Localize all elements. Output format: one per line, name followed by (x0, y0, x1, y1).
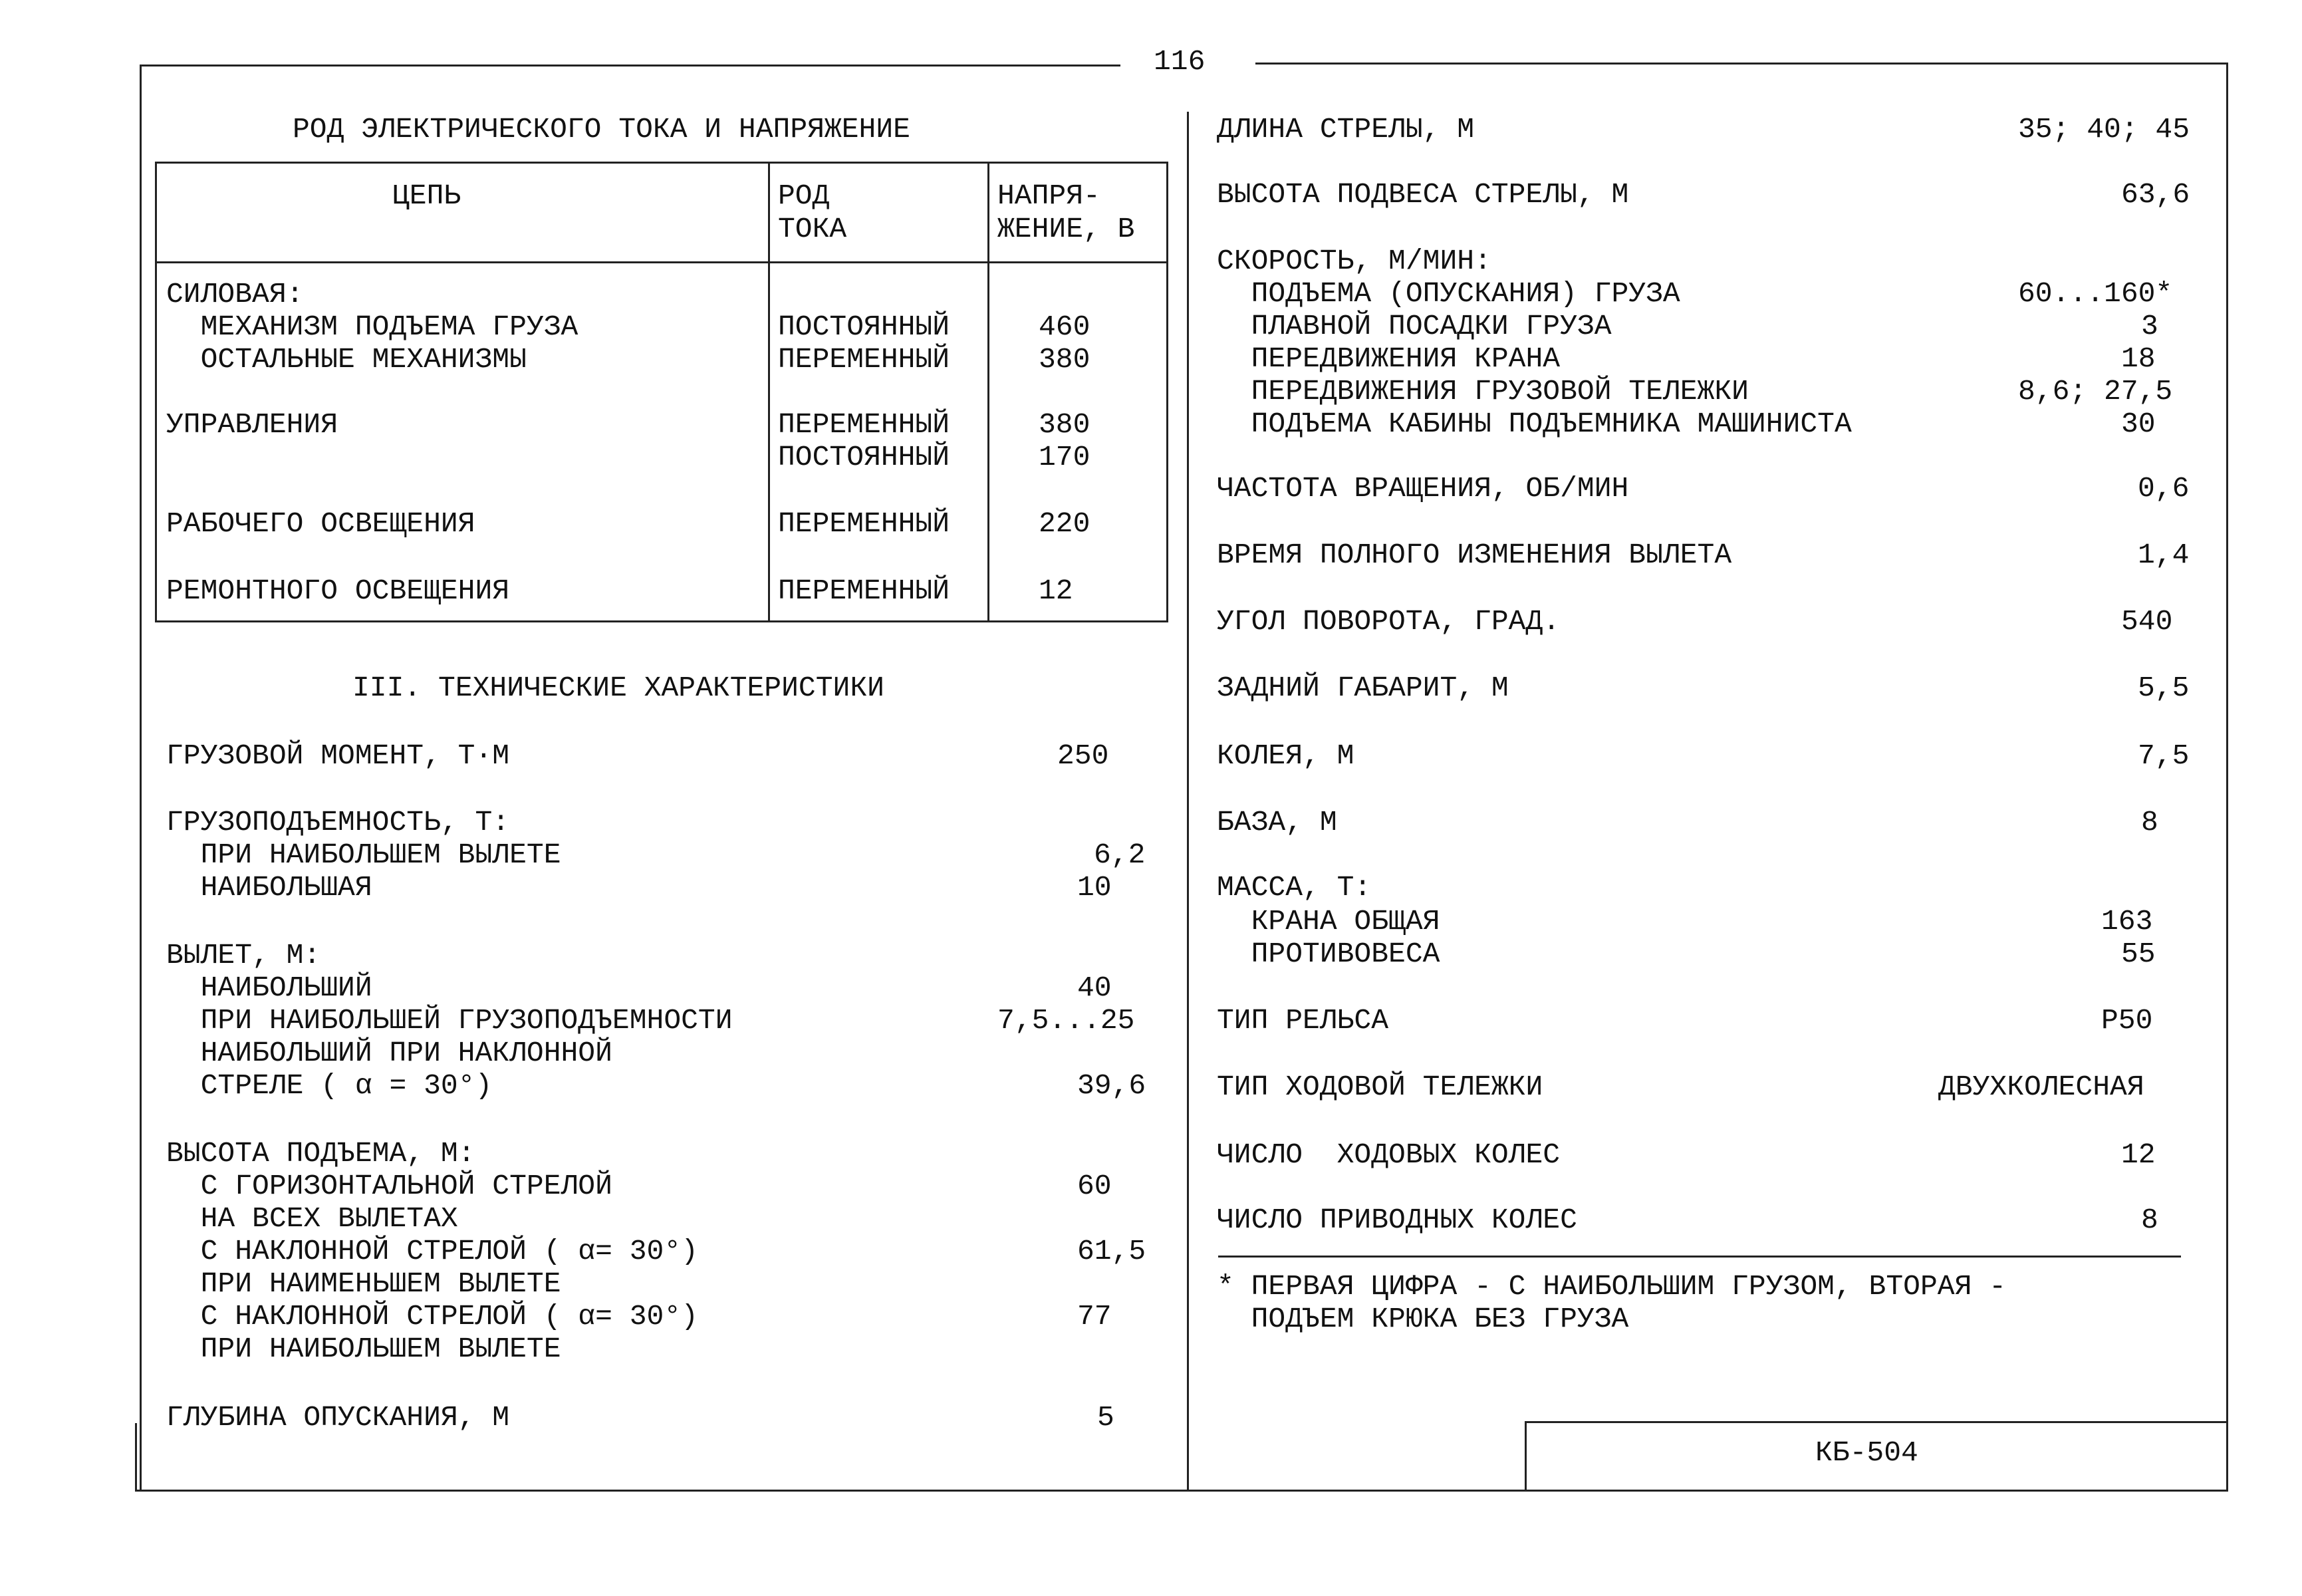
spec-label: ЧИСЛО ХОДОВЫХ КОЛЕС (1217, 1138, 1561, 1171)
footnote-divider (1218, 1256, 2181, 1258)
spec-value: 8,6; 27,5 (2018, 375, 2173, 408)
table-row-circuit: МЕХАНИЗМ ПОДЪЕМА ГРУЗА (166, 311, 578, 343)
spec-value: 18 (2121, 342, 2156, 375)
spec-label: ПОДЪЕМА (ОПУСКАНИЯ) ГРУЗА (1217, 277, 1680, 310)
table-row-voltage: 170 (1039, 441, 1090, 473)
spec-label: ВЫСОТА ПОДВЕСА СТРЕЛЫ, М (1217, 178, 1629, 211)
spec-label: УГОЛ ПОВОРОТА, ГРАД. (1217, 605, 1561, 638)
spec-value: 1,4 (2138, 539, 2190, 571)
header-kind-1: РОД (778, 180, 830, 212)
spec-label: ПРИ НАИБОЛЬШЕЙ ГРУЗОПОДЪЕМНОСТИ (166, 1004, 733, 1037)
spec-label: ПРОТИВОВЕСА (1217, 938, 1440, 970)
table-row-circuit: УПРАВЛЕНИЯ (166, 408, 338, 441)
spec-value: 250 (1057, 739, 1109, 772)
spec-value: 6,2 (1094, 839, 1146, 871)
header-voltage-2: ЖЕНИЕ, В (997, 213, 1135, 245)
table-top (155, 162, 1168, 164)
tech-section-title: III. ТЕХНИЧЕСКИЕ ХАРАКТЕРИСТИКИ (352, 672, 884, 704)
table-row-voltage: 380 (1039, 343, 1090, 376)
spec-label: ТИП РЕЛЬСА (1217, 1004, 1389, 1037)
stamp-left (1525, 1421, 1527, 1491)
spec-value: 0,6 (2138, 472, 2190, 505)
header-voltage-1: НАПРЯ- (997, 180, 1100, 212)
stamp-top (1525, 1421, 2228, 1423)
spec-value: 5,5 (2138, 672, 2190, 704)
spec-label: С НАКЛОННОЙ СТРЕЛОЙ ( α= 30°) (166, 1300, 698, 1333)
spec-label: ПОДЪЕМА КАБИНЫ ПОДЪЕМНИКА МАШИНИСТА (1217, 408, 1852, 440)
spec-value: 35; 40; 45 (2018, 113, 2190, 146)
stamp-code: КБ-504 (1815, 1436, 1918, 1469)
current-section-title: РОД ЭЛЕКТРИЧЕСКОГО ТОКА И НАПРЯЖЕНИЕ (293, 113, 910, 146)
spec-value: Р50 (2101, 1004, 2153, 1037)
table-row-kind: ПЕРЕМЕННЫЙ (778, 507, 950, 540)
table-row-circuit: ОСТАЛЬНЫЕ МЕХАНИЗМЫ (166, 343, 527, 376)
spec-label: НАИБОЛЬШАЯ (166, 871, 372, 904)
frame-top-right (1255, 63, 2228, 65)
spec-label: ГРУЗОВОЙ МОМЕНТ, Т·М (166, 739, 510, 772)
spec-value: 540 (2121, 605, 2173, 638)
spec-label: ГЛУБИНА ОПУСКАНИЯ, М (166, 1401, 510, 1434)
spec-label: СТРЕЛЕ ( α = 30°) (166, 1069, 493, 1102)
spec-label: НАИБОЛЬШИЙ (166, 972, 372, 1004)
spec-value: 8 (2141, 1204, 2158, 1236)
table-col2 (987, 162, 989, 622)
spec-value: 7,5 (2138, 739, 2190, 772)
spec-label: ГРУЗОПОДЪЕМНОСТЬ, Т: (166, 806, 510, 839)
spec-value: 60...160* (2018, 277, 2173, 310)
spec-label: ВЫСОТА ПОДЪЕМА, М: (166, 1137, 475, 1170)
spec-label: НА ВСЕХ ВЫЛЕТАХ (166, 1202, 458, 1235)
spec-label: ПЕРЕДВИЖЕНИЯ ГРУЗОВОЙ ТЕЛЕЖКИ (1217, 375, 1749, 408)
table-col1 (768, 162, 770, 622)
table-row-voltage: 12 (1039, 575, 1073, 607)
spec-label: ПРИ НАИМЕНЬШЕМ ВЫЛЕТЕ (166, 1267, 561, 1300)
table-row-voltage: 380 (1039, 408, 1090, 441)
spec-value: ДВУХКОЛЕСНАЯ (1938, 1071, 2144, 1103)
spec-value: 39,6 (1077, 1069, 1146, 1102)
spec-label: НАИБОЛЬШИЙ ПРИ НАКЛОННОЙ (166, 1037, 612, 1069)
table-row-kind: ПЕРЕМЕННЫЙ (778, 343, 950, 376)
spec-value: 63,6 (2121, 178, 2190, 211)
frame-top-left (140, 65, 1120, 66)
table-row-kind: ПОСТОЯННЫЙ (778, 441, 950, 473)
spec-label: ПРИ НАИБОЛЬШЕМ ВЫЛЕТЕ (166, 1333, 561, 1365)
frame-left-lower (135, 1423, 137, 1492)
spec-label: ПЛАВНОЙ ПОСАДКИ ГРУЗА (1217, 310, 1612, 342)
spec-label: ПЕРЕДВИЖЕНИЯ КРАНА (1217, 342, 1561, 375)
spec-label: ТИП ХОДОВОЙ ТЕЛЕЖКИ (1217, 1071, 1543, 1103)
spec-value: 5 (1097, 1401, 1114, 1434)
footnote-line-2: ПОДЪЕМ КРЮКА БЕЗ ГРУЗА (1217, 1303, 1629, 1335)
spec-label: С ГОРИЗОНТАЛЬНОЙ СТРЕЛОЙ (166, 1170, 612, 1202)
spec-label: КОЛЕЯ, М (1217, 739, 1354, 772)
table-right (1166, 162, 1168, 622)
spec-value: 40 (1077, 972, 1112, 1004)
frame-right (2226, 63, 2228, 1491)
spec-label: КРАНА ОБЩАЯ (1217, 905, 1440, 938)
spec-label: МАССА, Т: (1217, 871, 1372, 904)
header-kind-2: ТОКА (778, 213, 847, 245)
spec-value: 12 (2121, 1138, 2156, 1171)
spec-label: ВЫЛЕТ, М: (166, 939, 321, 972)
spec-label: С НАКЛОННОЙ СТРЕЛОЙ ( α= 30°) (166, 1235, 698, 1267)
table-row-voltage: 460 (1039, 311, 1090, 343)
spec-label: ЧИСЛО ПРИВОДНЫХ КОЛЕС (1217, 1204, 1577, 1236)
spec-label: ПРИ НАИБОЛЬШЕМ ВЫЛЕТЕ (166, 839, 561, 871)
spec-value: 61,5 (1077, 1235, 1146, 1267)
table-header-bottom (155, 261, 1168, 263)
spec-value: 3 (2141, 310, 2158, 342)
table-row-voltage: 220 (1039, 507, 1090, 540)
spec-label: БАЗА, М (1217, 806, 1337, 839)
table-left (155, 162, 157, 622)
spec-label: ЗАДНИЙ ГАБАРИТ, М (1217, 672, 1509, 704)
table-row-circuit: РЕМОНТНОГО ОСВЕЩЕНИЯ (166, 575, 510, 607)
spec-value: 8 (2141, 806, 2158, 839)
page-number: 116 (1154, 45, 1206, 78)
table-row-circuit: РАБОЧЕГО ОСВЕЩЕНИЯ (166, 507, 475, 540)
table-row-kind: ПЕРЕМЕННЫЙ (778, 408, 950, 441)
spec-value: 163 (2101, 905, 2153, 938)
table-bottom (155, 620, 1168, 622)
header-circuit: ЦЕПЬ (392, 180, 461, 212)
spec-label: ДЛИНА СТРЕЛЫ, М (1217, 113, 1475, 146)
spec-value: 30 (2121, 408, 2156, 440)
table-row-circuit: СИЛОВАЯ: (166, 278, 304, 311)
spec-label: ЧАСТОТА ВРАЩЕНИЯ, ОБ/МИН (1217, 472, 1629, 505)
spec-value: 77 (1077, 1300, 1112, 1333)
frame-bottom (135, 1490, 2228, 1492)
spec-label: ВРЕМЯ ПОЛНОГО ИЗМЕНЕНИЯ ВЫЛЕТА (1217, 539, 1732, 571)
frame-center-divider (1187, 112, 1189, 1492)
spec-value: 60 (1077, 1170, 1112, 1202)
footnote-line-1: * ПЕРВАЯ ЦИФРА - С НАИБОЛЬШИМ ГРУЗОМ, ВТОРАЯ - (1217, 1270, 2006, 1303)
spec-value: 10 (1077, 871, 1112, 904)
spec-value: 7,5...25 (997, 1004, 1135, 1037)
table-row-kind: ПЕРЕМЕННЫЙ (778, 575, 950, 607)
spec-value: 55 (2121, 938, 2156, 970)
frame-left (140, 65, 142, 1492)
table-row-kind: ПОСТОЯННЫЙ (778, 311, 950, 343)
spec-label: СКОРОСТЬ, М/МИН: (1217, 245, 1491, 277)
